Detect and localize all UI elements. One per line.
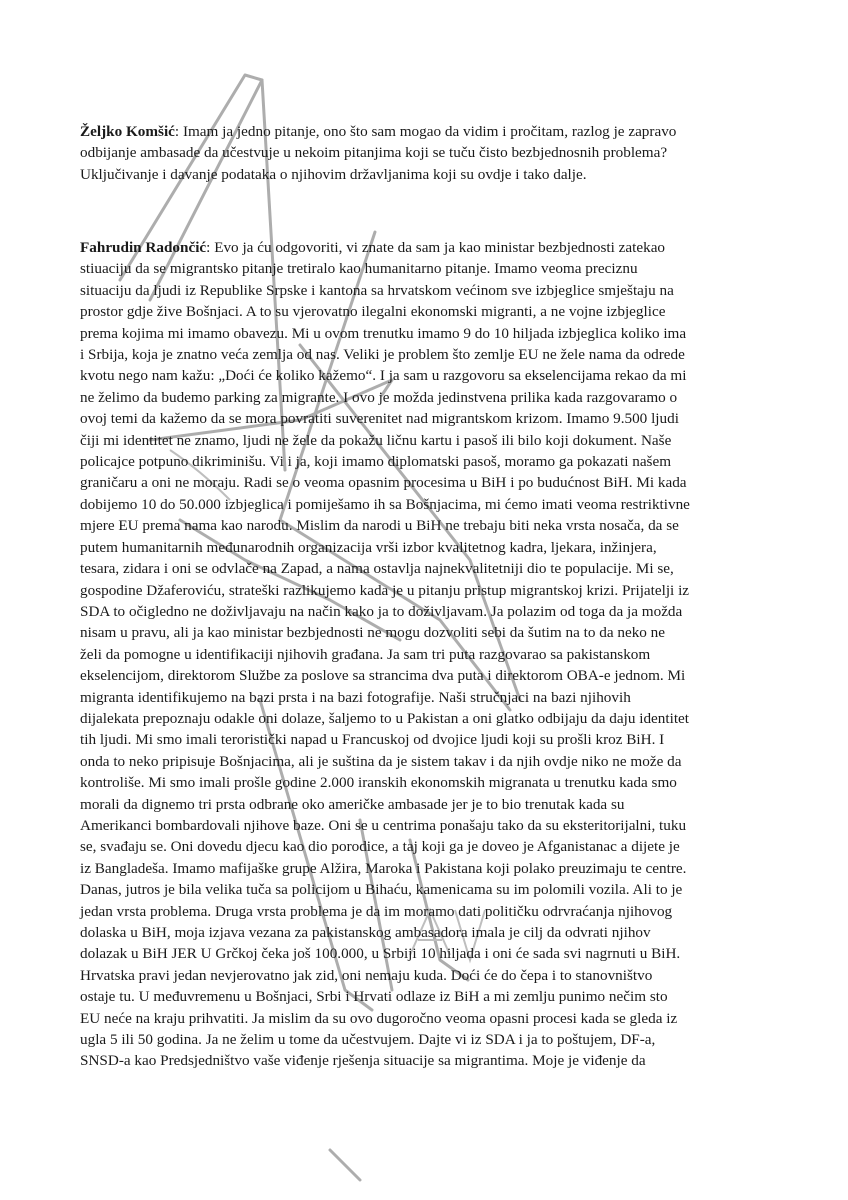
text-line: tesara, zidara i oni se odvlače na Zapad, a nama ostavlja najnekvalitetniji dio te populacije. Mi se, [80, 560, 674, 578]
text-line: Amerikanci bombardovali njihove baze. Oni se u centrima ponašaju tako da su eksteritorijalni, tuku [80, 816, 687, 834]
text-line: kvotu nego nam kažu: „Doći će koliko kažemo“. I ja sam u razgovoru sa ekselencijama rekao da mi [80, 367, 687, 385]
text-line: gospodine Džaferoviću, strateški razlikujemo kada je u pitanju pristup migrantskoj krizi. Prijatelji iz [80, 581, 690, 599]
text-line: prema kojima mi imamo obavezu. Mi u ovom trenutku imamo 9 do 10 hiljada izbjeglica koliko ima [80, 324, 687, 342]
text-line: Fahrudin Radončić: Evo ja ću odgovoriti, vi znate da sam ja kao ministar bezbjednosti zatekao [80, 239, 666, 256]
text-line: jedan vrsta problema. Druga vrsta problema je da im moramo dati političku odrvraćanja njihovog [80, 902, 673, 920]
speaker-name: Fahrudin Radončić [80, 239, 207, 256]
text-line: dolazak u BiH JER U Grčkoj čeka još 100.000, u Srbiji 10 hiljada i oni će sada svi nagrnuti u BiH. [80, 945, 681, 963]
text-line: migranta identifikujemo na bazi prsta i na bazi fotografije. Naši stručnjaci na bazi njihovih [80, 688, 631, 706]
text-line: dolaska u BiH, moja izjava vezana za pakistanskog ambasadora imala je cilj da odvrati njihov [80, 924, 651, 941]
text-line: SNSD-a kao Predsjedništvo vaše viđenje rješenja situacije sa migrantima. Moje je viđenje da [80, 1052, 646, 1070]
text-line: stiuaciju da se migrantsko pitanje tretiralo kao humanitarno pitanje. Imamo veoma preciznu [80, 260, 638, 278]
text-line: graničaru a oni ne moraju. Radi se o veoma opasnim procesima u BiH i po budućnost BiH. Mi kada [80, 474, 687, 492]
text-line: SDA to očigledno ne doživljavaju na način kako ja to doživljavam. Ja polazim od toga da ja možda [80, 602, 683, 620]
paragraph-radoncic [80, 237, 690, 1072]
text-line: iz Bangladeša. Imamo mafijaške grupe Alžira, Maroka i Pakistana koji polako preuzimaju te centre. [80, 859, 687, 877]
text-line: Hrvatska pravi jedan nevjerovatno jak zid, oni nemaju kuda. Doći će do čepa i to stanovništvo [80, 966, 653, 984]
text-line: želi da pomogne u identifikaciji njihovih građana. Ja sam tri puta razgovarao sa pakistanskom [80, 645, 651, 663]
paragraph-komsic [80, 121, 676, 185]
text-line: dijalekata prepoznaju odakle oni dolaze, šaljemo to u Pakistan a oni glatko odbijaju da daju identitet [80, 709, 690, 727]
text-line: ne želimo da budemo parking za migrante. I ovo je možda jedinstvena prilika kada razgovaramo o [80, 388, 678, 406]
text-line: ekselencijom, direktorom Službe za poslove sa strancima dva puta i direktorom OBA-e jednom. Mi [80, 667, 686, 685]
text-line: se, svađaju se. Oni dovedu djecu kao dio porodice, a taj koji ga je doveo je Afganistanac a dijete je [80, 838, 680, 856]
text-line: čiji mi identitet ne znamo, ljudi ne žele da pokažu ličnu kartu i pasoš ili bilo koji dokument. Naše [80, 431, 672, 449]
text-line: putem humanitarnih međunarodnih organizacija vrši izbor kvalitetnog kadra, ljekara, inžinjera, [80, 538, 657, 556]
text-line: Danas, jutros je bila velika tuča sa policijom u Bihaću, kamenicama su im polomili vozila. Ali to je [80, 881, 683, 899]
text-line: policajce potpuno dikriminišu. Vi i ja, koji imamo diplomatski pasoš, moramo ga pokazati našem [80, 453, 672, 471]
text-line: nisam u pravu, ali ja kao ministar bezbjednosti ne mogu dozvoliti sebi da šutim na to da neko ne [80, 624, 666, 642]
text-line: i Srbija, koja je znatno veća zemlja od nas. Veliki je problem što zemlje EU ne žele nama da odrede [80, 346, 685, 364]
text-line: morali da dignemo tri prsta odbrane oko američke ambasade jer je to bio trenutak kada su [80, 795, 625, 813]
text-line: ostaje tu. U međuvremenu u Bošnjaci, Srbi i Hrvati odlaze iz BiH a mi zemlju punimo nečim sto [80, 988, 668, 1006]
text-line: EU neće na kraju prihvatiti. Ja mislim da su ovo dugoročno veoma opasni procesi kada se gleda iz [80, 1009, 678, 1027]
text-line: Uključivanje i davanje podataka o njihovim državljanima koji su ovdje i tako dalje. [80, 165, 587, 183]
text-line: Željko Komšić: Imam ja jedno pitanje, ono što sam mogao da vidim i pročitam, razlog je zapravo [80, 123, 677, 140]
text-line: prostor gdje žive Bošnjaci. A to su vjerovatno ilegalni ekonomski migranti, a ne vojne izbjeglice [80, 303, 666, 321]
text-line: dobijemo 10 do 50.000 izbjeglica i pomiješamo ih sa Bošnjacima, mi ćemo imati veoma restriktivne [80, 495, 690, 513]
text-line: onda to neko pripisuje Bošnjacima, ali je suština da je sistem takav i da njih ovdje niko ne može da [80, 752, 682, 770]
text-line: situaciju da ljudi iz Republike Srpske i kantona sa hrvatskom većinom sve izbjeglice smještaju na [80, 281, 674, 299]
text-line: odbijanje ambasade da učestvuje u nekoim pitanjima koji se tuču čisto bezbjednosnih problema? [80, 144, 668, 162]
text-line: tih ljudi. Mi smo imali teroristički napad u Francuskoj od dvojice ljudi koji su prošli kroz BiH. I [80, 731, 665, 749]
text-line: mjere EU prema nama kao narodu. Mislim da narodi u BiH ne trebaju biti neka vrsta nosača, da se [80, 517, 679, 535]
text-line: kontroliše. Mi smo imali prošle godine 2.000 iranskih ekonomskih migranata u trenutku kada smo [80, 774, 677, 792]
text-line: ugla 5 ili 50 godina. Ja ne želim u tome da učestvujem. Dajte vi iz SDA i ja to poštujem, DF-a, [80, 1031, 656, 1049]
speaker-name: Željko Komšić [80, 123, 175, 140]
text-line: ovoj temi da kažemo da se mora povratiti suverenitet nad migrantskom krizom. Imamo 9.500 ljudi [80, 410, 679, 428]
